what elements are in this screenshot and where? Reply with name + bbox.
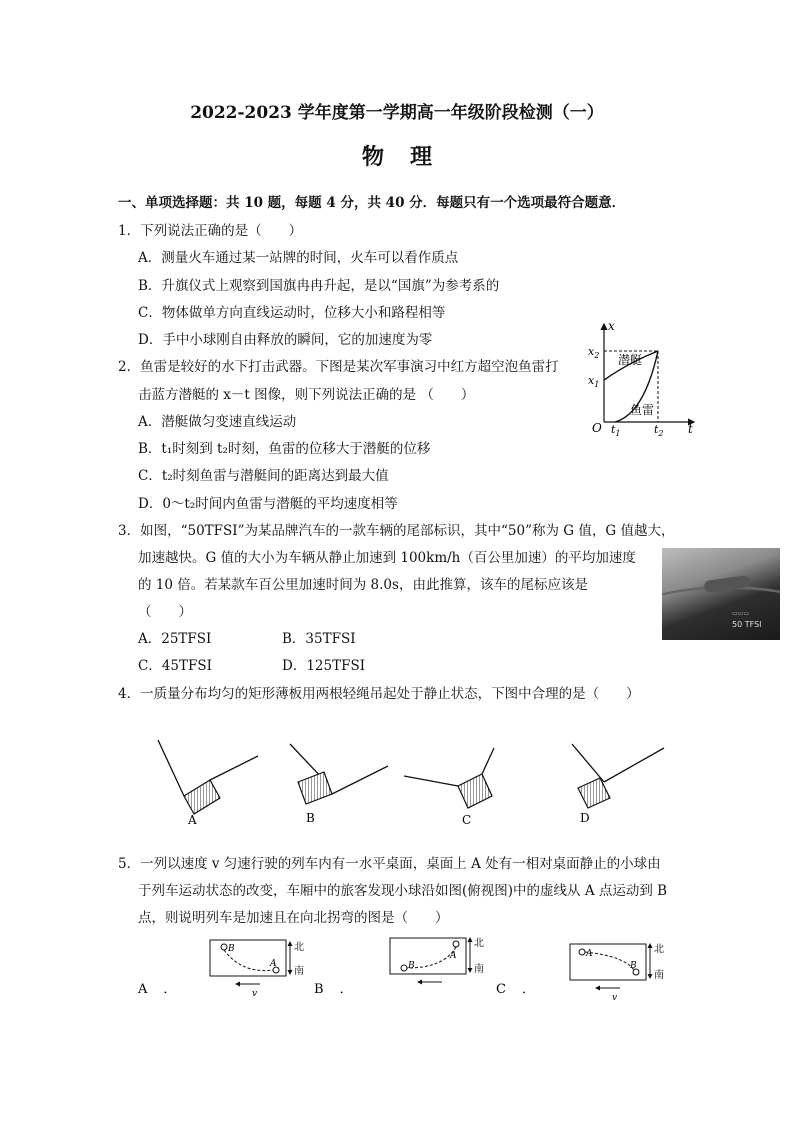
q3-option-a: A．25TFSI bbox=[138, 631, 212, 647]
graph-x2-label: $x_2$ bbox=[588, 345, 600, 360]
q5-stem-line2: 于列车运动状态的改变，车厢中的旅客发现小球沿如图(俯视图)中的虚线从 A 点运动到 B bbox=[138, 883, 668, 899]
q2-option-b: B．t₁时刻到 t₂时刻，鱼雷的位移大于潜艇的位移 bbox=[138, 441, 431, 457]
svg-text:A: A bbox=[586, 949, 593, 959]
q2-stem-line1: 2．鱼雷是较好的水下打击武器。下图是某次军事演习中红方超空泡鱼雷打 bbox=[118, 359, 559, 375]
q2-option-c: C．t₂时刻鱼雷与潜艇间的距离达到最大值 bbox=[138, 468, 389, 484]
q5-stem-line3: 点，则说明列车是加速且在向北拐弯的图是（ ） bbox=[138, 910, 449, 926]
q3-stem-line2: 加速越快。G 值的大小为车辆从静止加速到 100km/h（百公里加速）的平均加速度 bbox=[138, 550, 636, 566]
q3-option-b: B．35TFSI bbox=[282, 631, 356, 647]
q3-stem-line4: （ ） bbox=[138, 604, 192, 620]
graph-t2-label: $t_2$ bbox=[654, 423, 664, 436]
svg-text:北: 北 bbox=[294, 942, 304, 953]
graph-y-label: x bbox=[608, 319, 615, 333]
q3-stem-line3: 的 10 倍。若某款车百公里加速时间为 8.0s，由此推算，该车的尾标应该是 bbox=[138, 577, 588, 593]
graph-x-label: t bbox=[688, 422, 693, 436]
svg-text:南: 南 bbox=[294, 966, 304, 977]
svg-text:v: v bbox=[612, 993, 618, 1002]
graph-torpedo-label: 鱼雷 bbox=[630, 403, 655, 417]
svg-text:北: 北 bbox=[474, 938, 484, 949]
q1-stem: 1．下列说法正确的是（ ） bbox=[118, 223, 303, 239]
svg-text:B: B bbox=[408, 961, 415, 971]
q1-option-a: A．测量火车通过某一站牌的时间，火车可以看作质点 bbox=[138, 250, 459, 266]
q5-option-b-label: B ． bbox=[314, 982, 353, 997]
q2-xt-graph bbox=[582, 318, 702, 436]
graph-submarine-label: 潜艇 bbox=[618, 353, 643, 367]
svg-text:B: B bbox=[228, 944, 235, 954]
q5-stem-line1: 5．一列以速度 v 匀速行驶的列车内有一水平桌面，桌面上 A 处有一相对桌面静止的小球由 bbox=[118, 856, 661, 872]
q2-option-d: D．0～t₂时间内鱼雷与潜艇的平均速度相等 bbox=[138, 496, 398, 512]
svg-text:v: v bbox=[252, 989, 258, 999]
q3-option-c: C．45TFSI bbox=[138, 658, 212, 674]
graph-t1-label: $t_1$ bbox=[611, 423, 621, 436]
car-badge: 50 TFSI bbox=[732, 620, 762, 629]
svg-text:A: A bbox=[450, 951, 457, 961]
svg-text:南: 南 bbox=[474, 964, 484, 975]
q4-figure-b bbox=[290, 744, 388, 825]
q4-label-b: B bbox=[306, 811, 315, 825]
graph-origin: O bbox=[592, 421, 602, 435]
q2-option-a: A．潜艇做匀变速直线运动 bbox=[138, 414, 297, 430]
q2-stem-line2: 击蓝方潜艇的 x－t 图像，则下列说法正确的是 （ ） bbox=[138, 387, 475, 403]
q3-option-d: D．125TFSI bbox=[282, 658, 366, 674]
car-bumper bbox=[662, 586, 780, 629]
q3-stem-line1: 3．如图，“50TFSI”为某品牌汽车的一款车辆的尾部标识，其中“50”称为 G 值，G 值越大， bbox=[118, 523, 675, 539]
q5-option-c-label: C ． bbox=[496, 982, 535, 997]
q4-label-d: D bbox=[580, 811, 590, 825]
q5-option-a-label: A ． bbox=[138, 982, 177, 997]
svg-text:B: B bbox=[630, 961, 637, 971]
q1-option-d: D．手中小球刚自由释放的瞬间，它的加速度为零 bbox=[138, 332, 433, 348]
q4-figure-a bbox=[158, 740, 258, 827]
q1-option-b: B．升旗仪式上观察到国旗冉冉升起，是以“国旗”为参考系的 bbox=[138, 278, 500, 294]
svg-text:北: 北 bbox=[654, 944, 664, 955]
q5-figure-b bbox=[314, 937, 484, 997]
graph-x1-label: $x_1$ bbox=[588, 374, 600, 389]
car-logo-icon: ▭▭▭ bbox=[732, 610, 750, 617]
q4-label-a: A bbox=[188, 813, 197, 827]
q1-option-c: C．物体做单方向直线运动时，位移大小和路程相等 bbox=[138, 305, 446, 321]
q5-figures bbox=[130, 930, 680, 1002]
q4-figure-d bbox=[572, 744, 664, 825]
q5-figure-a bbox=[137, 940, 304, 999]
q5-figure-c bbox=[496, 943, 664, 1002]
q4-figures bbox=[140, 724, 680, 830]
svg-text:南: 南 bbox=[654, 970, 664, 981]
q4-figure-c bbox=[404, 748, 494, 827]
q4-stem: 4．一质量分布均匀的矩形薄板用两根轻绳吊起处于静止状态，下图中合理的是（ ） bbox=[118, 686, 640, 702]
section-heading: 一、单项选择题：共 10 题，每题 4 分，共 40 分．每题只有一个选项最符合题意． bbox=[118, 195, 626, 211]
subject-title: 物理 bbox=[361, 144, 458, 170]
exam-title: 2022-2023 学年度第一学期高一年级阶段检测（一） bbox=[190, 103, 604, 123]
svg-text:A: A bbox=[270, 959, 277, 969]
q4-label-c: C bbox=[462, 813, 472, 827]
car-rear-photo bbox=[662, 548, 780, 640]
